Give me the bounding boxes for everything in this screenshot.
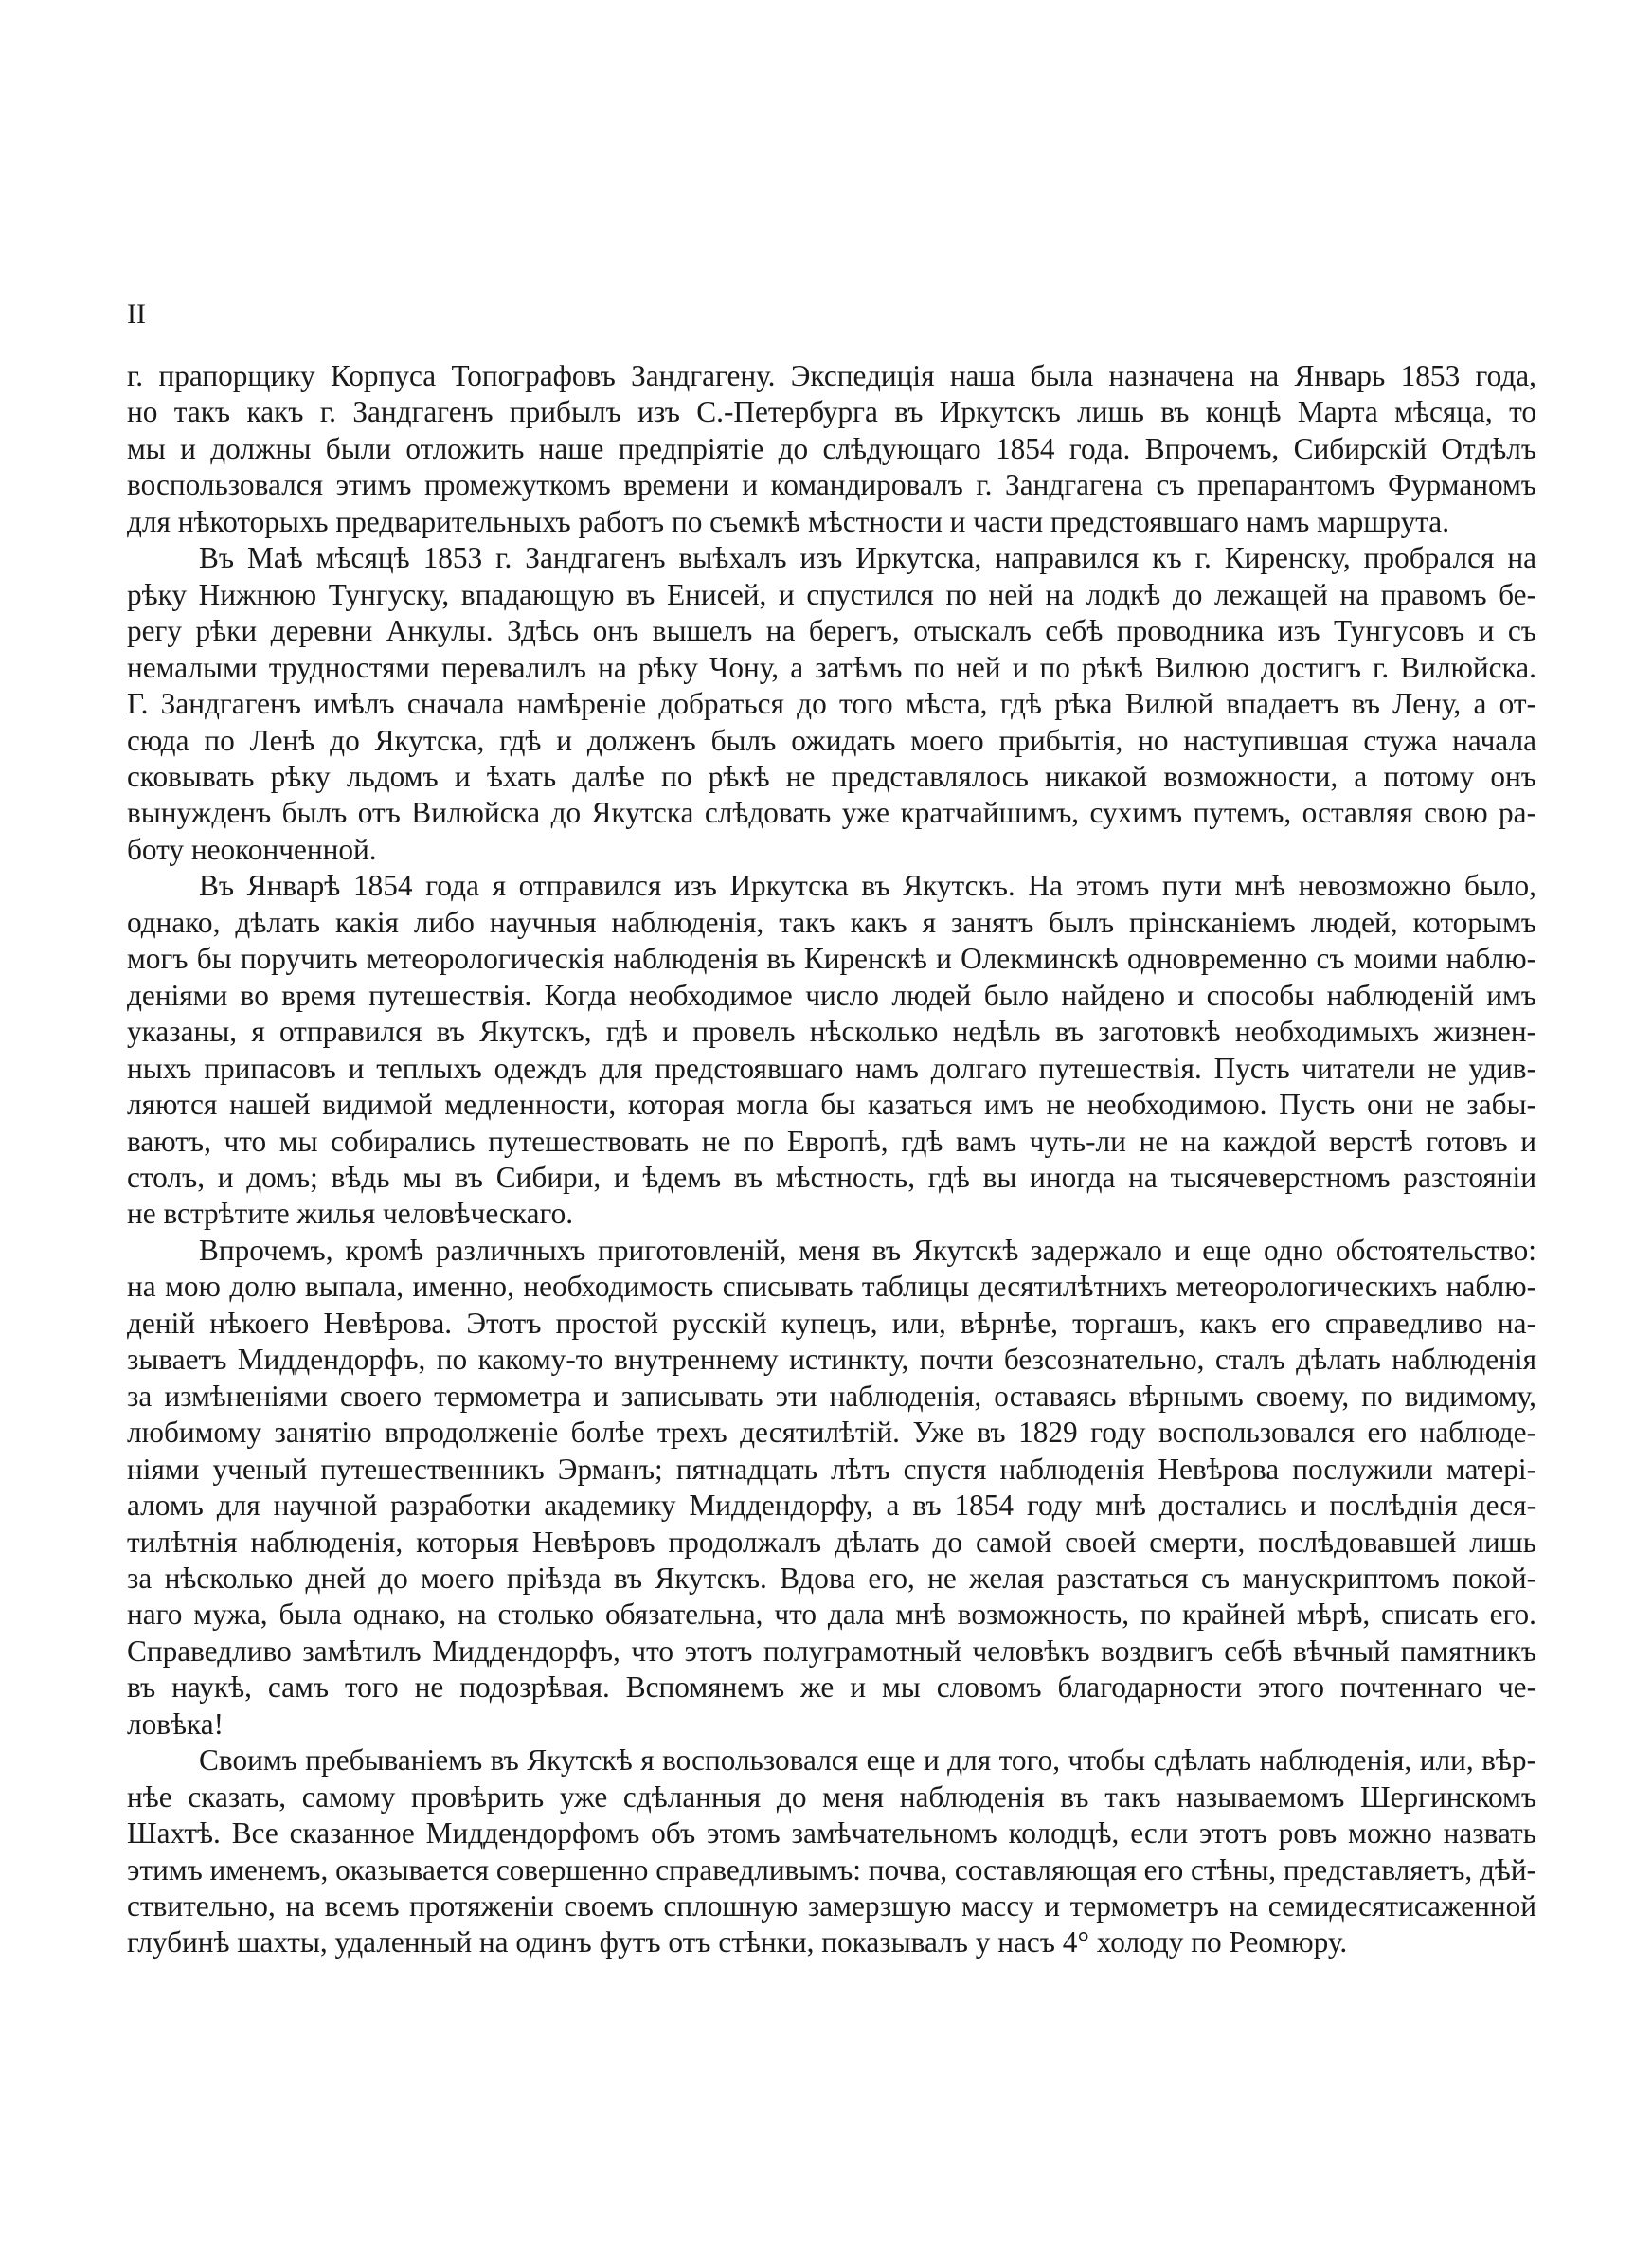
text-line: за нѣсколько дней до моего пріѣзда въ Якутскъ. Вдова его, не желая разстаться съ манускриптомъ покой- — [127, 1561, 1536, 1595]
text-line: любимому занятію впродолженіе болѣе трехъ десятилѣтій. Уже въ 1829 году воспользовался его наблюде- — [127, 1416, 1536, 1450]
text-line: Въ Маѣ мѣсяцѣ 1853 г. Зандгагенъ выѣхалъ изъ Иркутска, направился къ г. Киренску, пробрался на — [199, 541, 1536, 575]
text-line: сюда по Ленѣ до Якутска, гдѣ и долженъ былъ ожидать моего прибытія, но наступившая стужа начала — [127, 723, 1536, 757]
text-line: ніями ученый путешественникъ Эрманъ; пятнадцать лѣтъ спустя наблюденія Невѣрова послужили матері- — [127, 1452, 1536, 1486]
text-line: рѣку Нижнюю Тунгуску, впадающую въ Енисей, и спустился по ней на лодкѣ до лежащей на правомъ бе- — [127, 577, 1536, 611]
text-line: нѣе сказать, самому провѣрить уже сдѣланныя до меня наблюденія въ такъ называемомъ Шергинскомъ — [127, 1779, 1536, 1814]
text-line: сковывать рѣку льдомъ и ѣхать далѣе по рѣкѣ не представлялось никакой возможности, а потому онъ — [127, 759, 1536, 793]
text-line: тилѣтнія наблюденія, которыя Невѣровъ продолжалъ дѣлать до самой своей смерти, послѣдовавшей лишь — [127, 1525, 1536, 1559]
text-line: мы и должны были отложить наше предпріятіе до слѣдующаго 1854 года. Впрочемъ, Сибирскій Отдѣлъ — [127, 431, 1536, 465]
paragraph-4 — [127, 1233, 1536, 1742]
text-line: могъ бы поручить метеорологическія наблюденія въ Киренскѣ и Олекминскѣ одновременно съ моими наблю- — [127, 942, 1536, 976]
text-line: не встрѣтите жилья человѣческаго. — [127, 1197, 574, 1231]
paragraph-1 — [127, 358, 1536, 540]
text-line: за измѣненіями своего термометра и записывать эти наблюденія, оставаясь вѣрнымъ своему, по видимому, — [127, 1379, 1536, 1413]
paragraph-2 — [127, 540, 1536, 868]
text-line: зываетъ Миддендорфъ, по какому-то внутреннему истинкту, почти безсознательно, сталъ дѣлать наблюденія — [127, 1343, 1536, 1377]
text-line: для нѣкоторыхъ предварительныхъ работъ по съемкѣ мѣстности и части предстоявшаго намъ маршрута. — [127, 504, 1450, 538]
text-line: указаны, я отправился въ Якутскъ, гдѣ и провелъ нѣсколько недѣль въ заготовкѣ необходимыхъ жизнен- — [127, 1015, 1536, 1049]
text-line: ваютъ, что мы собирались путешествовать не по Европѣ, гдѣ вамъ чуть-ли не на каждой верстѣ готовъ и — [127, 1124, 1536, 1158]
body-text — [127, 358, 1536, 1961]
text-line: ловѣка! — [127, 1706, 224, 1741]
text-line: деній нѣкоего Невѣрова. Этотъ простой русскій купецъ, или, вѣрнѣе, торгашъ, какъ его справедливо на- — [127, 1306, 1536, 1340]
text-line: этимъ именемъ, оказывается совершенно справедливымъ: почва, составляющая его стѣны, представляетъ, дѣй- — [127, 1852, 1536, 1887]
text-line: воспользовался этимъ промежуткомъ времени и командировалъ г. Зандгагена съ препарантомъ Фурманомъ — [127, 468, 1536, 502]
text-line: г. прапорщику Корпуса Топографовъ Зандгагену. Экспедиція наша была назначена на Январь 1853 года, — [127, 359, 1536, 392]
text-line: ствительно, на всемъ протяженіи своемъ сплошную замерзшую массу и термометръ на семидесятисаженной — [127, 1889, 1536, 1923]
text-line: однако, дѣлать какія либо научныя наблюденія, такъ какъ я занятъ былъ прінсканіемъ людей, которымъ — [127, 905, 1536, 939]
text-line: на мою долю выпала, именно, необходимость списывать таблицы десятилѣтнихъ метеорологическихъ наблю- — [127, 1270, 1536, 1304]
text-line: ляются нашей видимой медленности, которая могла бы казаться имъ не необходимою. Пусть они не забы- — [127, 1088, 1536, 1122]
text-line: вынужденъ былъ отъ Вилюйска до Якутска слѣдовать уже кратчайшимъ, сухимъ путемъ, оставляя свою ра- — [127, 796, 1536, 830]
text-line: столъ, и домъ; вѣдь мы въ Сибири, и ѣдемъ въ мѣстность, гдѣ вы иногда на тысячеверстномъ разстояніи — [127, 1160, 1536, 1194]
page-number: II — [127, 298, 146, 330]
text-line: деніями во время путешествія. Когда необходимое число людей было найдено и способы наблюденій имъ — [127, 978, 1536, 1012]
text-line: Шахтѣ. Все сказанное Миддендорфомъ объ этомъ замѣчательномъ колодцѣ, если этотъ ровъ можно назвать — [127, 1816, 1536, 1851]
text-line: немалыми трудностями перевалилъ на рѣку Чону, а затѣмъ по ней и по рѣкѣ Вилюю достигъ г. Вилюйска. — [127, 650, 1536, 684]
text-line: Впрочемъ, кромѣ различныхъ приготовленій, меня въ Якутскѣ задержало и еще одно обстоятельство: — [199, 1233, 1536, 1267]
text-line: ныхъ припасовъ и теплыхъ одеждъ для предстоявшаго намъ долгаго путешествія. Пусть читатели не удив- — [127, 1051, 1536, 1085]
paragraph-3 — [127, 868, 1536, 1233]
text-line: Своимъ пребываніемъ въ Якутскѣ я воспользовался еще и для того, чтобы сдѣлать наблюденія, или, вѣр- — [199, 1743, 1536, 1778]
text-line: аломъ для научной разработки академику Миддендорфу, а въ 1854 году мнѣ достались и послѣднія деся- — [127, 1489, 1536, 1523]
text-line: въ наукѣ, самъ того не подозрѣвая. Вспомянемъ же и мы словомъ благодарности этого почтеннаго че- — [127, 1670, 1536, 1705]
text-line: регу рѣки деревни Анкулы. Здѣсь онъ вышелъ на берегъ, отыскалъ себѣ проводника изъ Тунгусовъ и съ — [127, 614, 1536, 648]
text-line: глубинѣ шахты, удаленный на одинъ футъ отъ стѣнки, показывалъ у насъ 4° холоду по Реомюру. — [127, 1925, 1348, 1959]
text-line: боту неоконченной. — [127, 832, 377, 866]
text-line: Г. Зандгагенъ имѣлъ сначала намѣреніе добраться до того мѣста, гдѣ рѣка Вилюй впадаетъ въ Лену, а от- — [127, 687, 1536, 721]
text-line: Справедливо замѣтилъ Миддендорфъ, что этотъ полуграмотный человѣкъ воздвигъ себѣ вѣчный памятникъ — [127, 1634, 1536, 1668]
text-line: наго мужа, была однако, на столько обязательна, что дала мнѣ возможность, по крайней мѣрѣ, списать его. — [127, 1598, 1536, 1632]
text-line: Въ Январѣ 1854 года я отправился изъ Иркутска въ Якутскъ. На этомъ пути мнѣ невозможно было, — [199, 869, 1536, 903]
text-line: но такъ какъ г. Зандгагенъ прибылъ изъ С.-Петербурга въ Иркутскъ лишь въ концѣ Марта мѣсяца, то — [127, 395, 1536, 429]
paragraph-5 — [127, 1742, 1536, 1961]
